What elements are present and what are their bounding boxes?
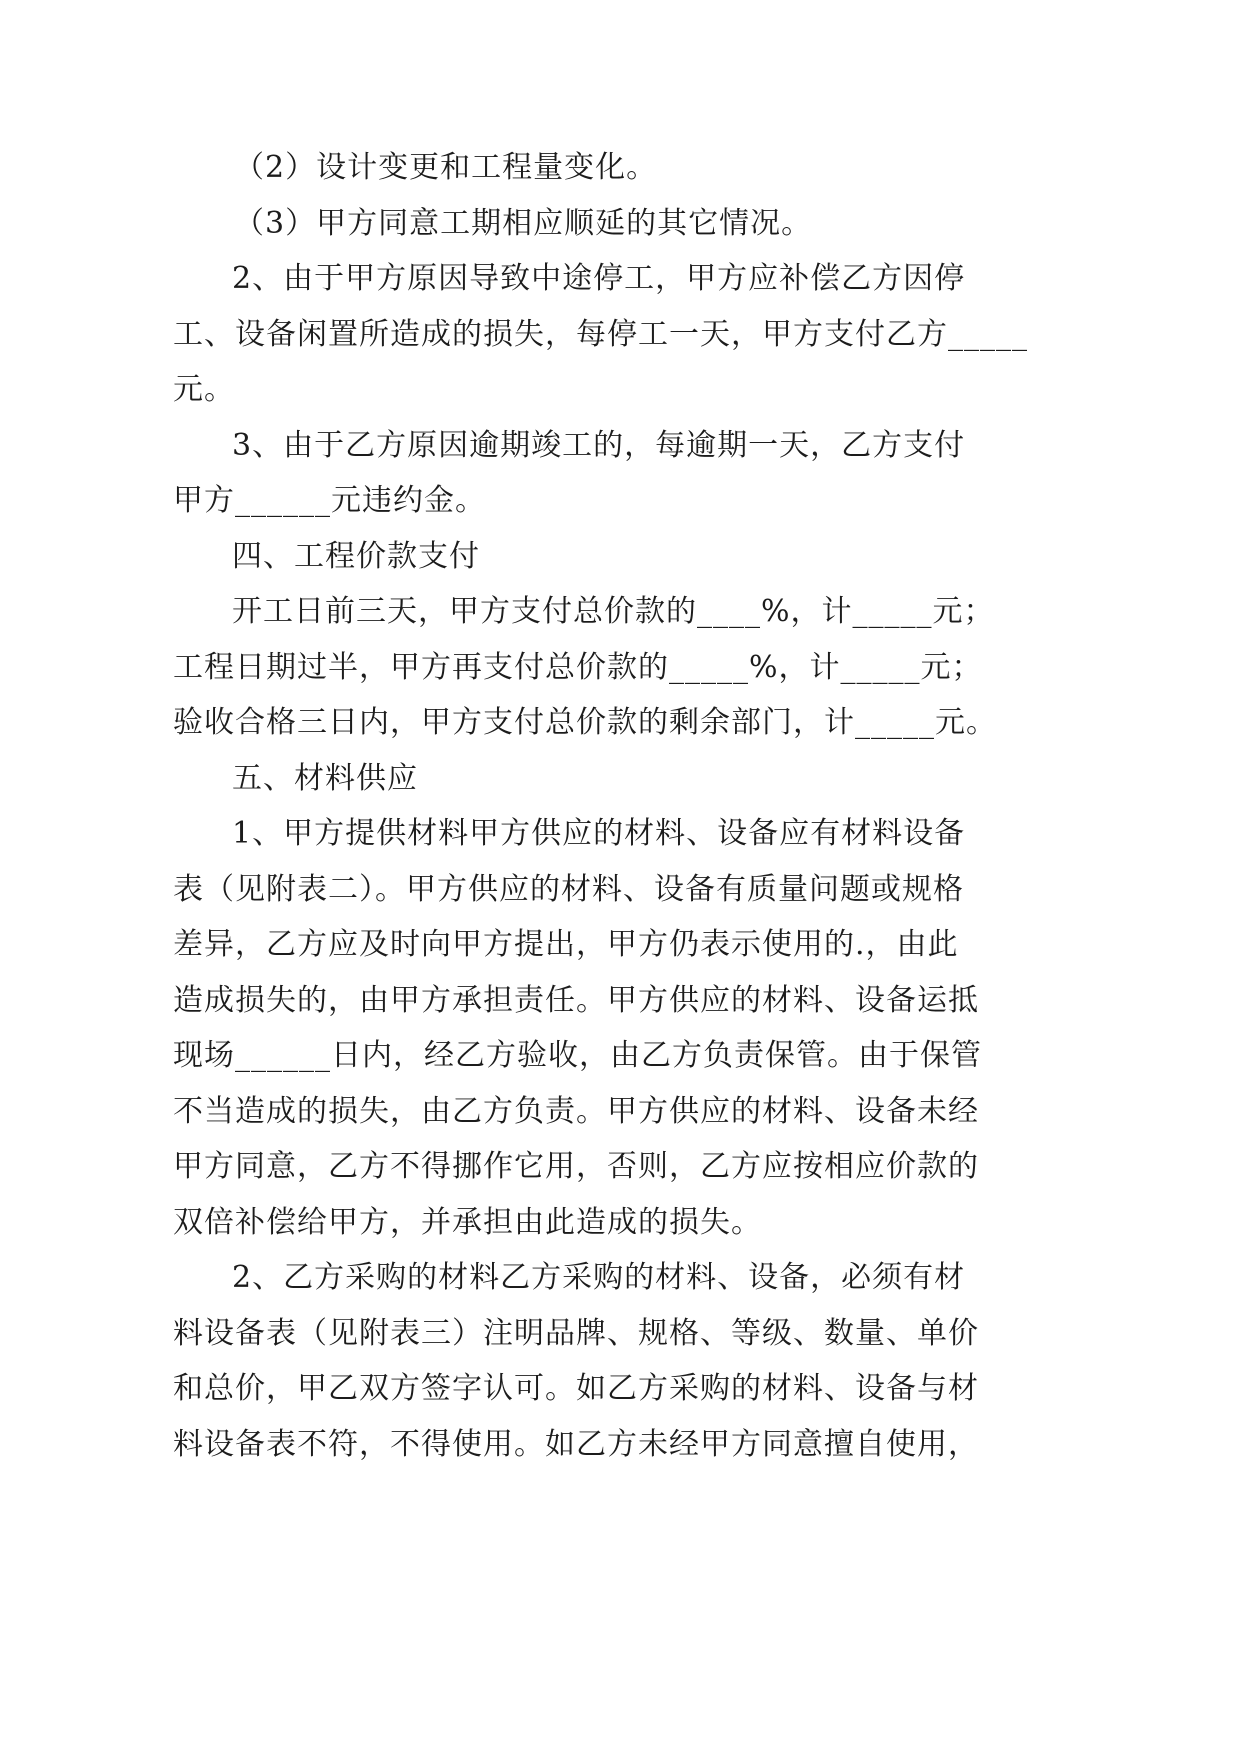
clause-text-line: 3、由于乙方原因逾期竣工的，每逾期一天，乙方支付 <box>232 428 966 463</box>
clause-text-line: 和总价，甲乙双方签字认可。如乙方采购的材料、设备与材 <box>173 1371 979 1406</box>
clause-text-line: 双倍补偿给甲方，并承担由此造成的损失。 <box>173 1205 762 1240</box>
clause-text-line: （3）甲方同意工期相应顺延的其它情况。 <box>234 206 813 241</box>
section-heading: 五、材料供应 <box>232 761 418 796</box>
section-heading: 四、工程价款支付 <box>232 539 480 574</box>
clause-text-line: 验收合格三日内，甲方支付总价款的剩余部门，计_____元。 <box>173 705 997 740</box>
clause-text-line: 甲方______元违约金。 <box>173 483 486 518</box>
clause-text-line: 工程日期过半，甲方再支付总价款的_____%，计_____元； <box>173 650 983 685</box>
clause-text-line: 表（见附表二）。甲方供应的材料、设备有质量问题或规格 <box>173 872 964 907</box>
clause-text-line: 甲方同意，乙方不得挪作它用，否则，乙方应按相应价款的 <box>173 1149 979 1184</box>
clause-text-line: 开工日前三天，甲方支付总价款的____%，计_____元； <box>232 594 995 629</box>
clause-text-line: 2、由于甲方原因导致中途停工，甲方应补偿乙方因停 <box>232 261 966 296</box>
clause-text-line: 料设备表（见附表三）注明品牌、规格、等级、数量、单价 <box>173 1316 979 1351</box>
clause-text-line: 造成损失的，由甲方承担责任。甲方供应的材料、设备运抵 <box>173 983 979 1018</box>
clause-text-line: 2、乙方采购的材料乙方采购的材料、设备，必须有材 <box>232 1260 966 1295</box>
clause-text-line: 1、甲方提供材料甲方供应的材料、设备应有材料设备 <box>232 816 966 851</box>
clause-text-line: （2）设计变更和工程量变化。 <box>234 150 658 185</box>
clause-text-line: 差异，乙方应及时向甲方提出，甲方仍表示使用的.，由此 <box>173 927 959 962</box>
clause-text-line: 现场______日内，经乙方验收，由乙方负责保管。由于保管 <box>173 1038 982 1073</box>
clause-text-line: 料设备表不符，不得使用。如乙方未经甲方同意擅自使用， <box>173 1427 979 1462</box>
clause-text-line: 工、设备闲置所造成的损失，每停工一天，甲方支付乙方_____ <box>173 317 1028 352</box>
clause-text-line: 元。 <box>173 372 235 407</box>
clause-text-line: 不当造成的损失，由乙方负责。甲方供应的材料、设备未经 <box>173 1094 979 1129</box>
